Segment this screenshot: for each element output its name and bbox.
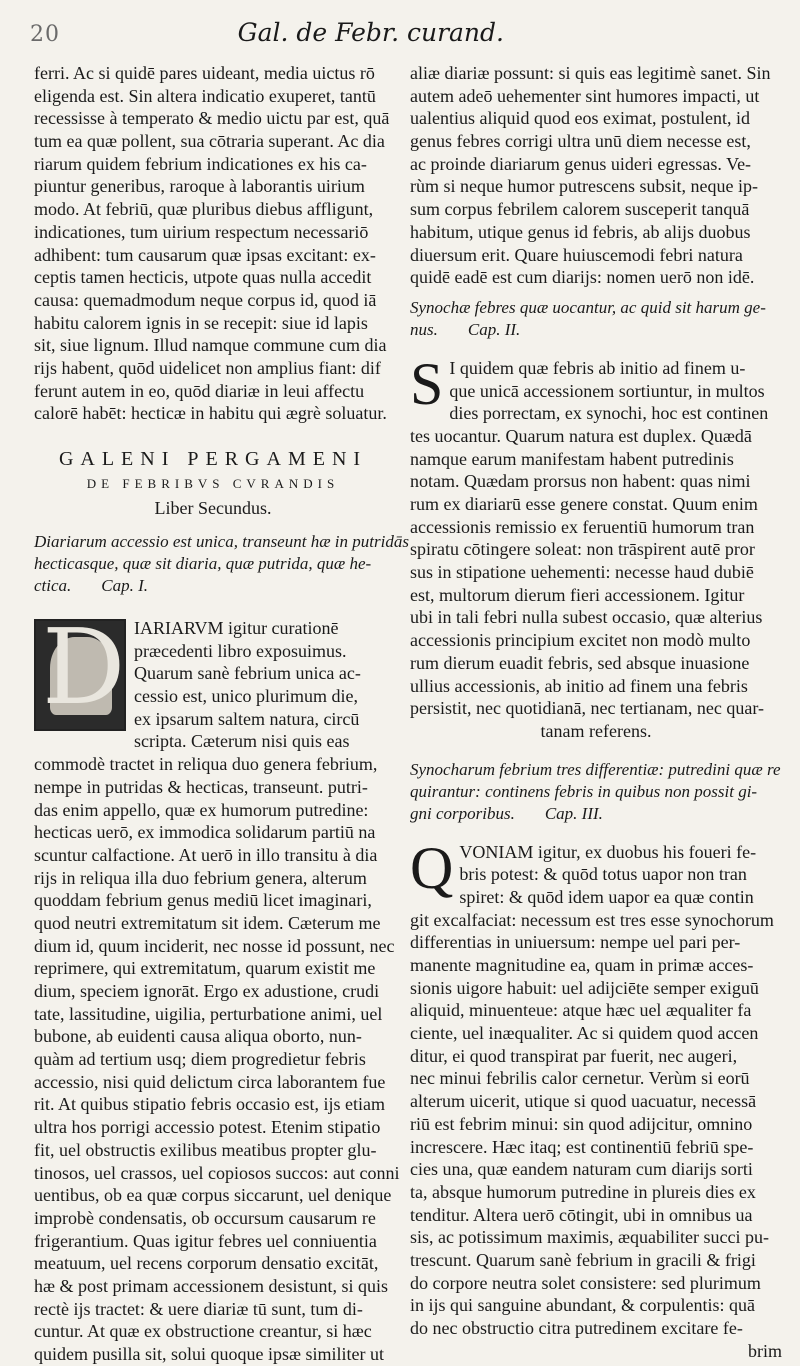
text-line: notam. Quædam prorsus non habent: quas nimi <box>410 471 751 492</box>
text-line: accessionis remissio ex feruentiū humorum tran <box>410 516 755 537</box>
text-line: cies una, quæ eandem naturam cum diarijs sorti <box>410 1159 753 1180</box>
left-column <box>34 62 409 1364</box>
text-line: ciente, uel inæqualiter. Ac si quidem quod accen <box>410 1023 759 1044</box>
text-line: bubone, ab euidenti causa aliqua oborto, nun- <box>34 1026 362 1047</box>
text-line: rectè ijs tractet: & uere diariæ tū sunt, tum di- <box>34 1298 363 1319</box>
text-line: accessionis principium excitet non modò multo <box>410 630 751 651</box>
text-line: tenditur. Altera uerō cōtingit, ubi in omnibus ua <box>410 1204 753 1225</box>
text-line: eligenda est. Sin altera indicatio exuperet, tantū <box>34 85 376 106</box>
text-line: quidem pusilla sit, solui quoque ipsæ similiter ut <box>34 1344 384 1364</box>
text-line: ultra hos porrigi accessio potest. Etenim stipatio <box>34 1117 381 1138</box>
text-line: alterum uicerit, utique si quod uacuatur, necessā <box>410 1091 757 1112</box>
text-line: commodè tractet in reliqua duo genera febrium, <box>34 754 378 775</box>
text-line: hecticasque, quæ sit diaria, quæ putrida, quæ he- <box>34 554 372 573</box>
text-line: ta, absque humorum putredine in plureis dies ex <box>410 1181 756 1202</box>
text-line: ferunt autem in eo, quōd diariæ in leui affectu <box>34 380 365 401</box>
right-paragraph-1 <box>410 62 782 289</box>
text-line: ac proinde diariarum genus uideri egressas. Ve- <box>410 153 752 174</box>
text-line: accessio, nisi quid delictum circa laborantem fue <box>34 1071 386 1092</box>
text-line: ubi in tali febri nulla subest occasio, quæ alterius <box>410 607 763 628</box>
text-line: spiratu cōtingere soleat: non trāspirent autē pror <box>410 539 755 560</box>
text-line: improbè condensatis, ob occursum causarum re <box>34 1207 376 1228</box>
text-line: aliquid, minuenteue: atque hæc uel æqualiter fa <box>410 1000 752 1021</box>
chapter-3-title <box>410 759 782 803</box>
catchword: brim <box>748 1340 782 1361</box>
text-line: ullius accessionis, ab initio ad finem una febris <box>410 675 748 696</box>
text-line: sionis uigore habuit: uel adijciēte semper exiguū <box>410 977 759 998</box>
text-line: I quidem quæ febris ab initio ad finem u- <box>449 357 746 378</box>
text-line: git excalfaciat: necessum est tres esse synochorum <box>410 909 774 930</box>
text-line: Quarum sanè febrium unica ac- <box>134 663 361 684</box>
text-line: genus febres corrigi ultra unū diem necesse est, <box>410 131 751 152</box>
text-line: uentibus, ob ea quæ corpus siccarunt, uel denique <box>34 1185 392 1206</box>
text-line: do corpore neutra solet consistere: sed plurimum <box>410 1272 761 1293</box>
text-line: indicationes, tum uirium respectum necessariō <box>34 221 369 242</box>
chapter-3-label: Cap. III. <box>544 803 603 823</box>
text-line: quàm ad tertium usq; diem progredietur febris <box>34 1049 366 1070</box>
text-line: scuntur calfactione. At uerō in illo transitu à dia <box>34 844 378 865</box>
text-line: ditur, ei quod transpirat par fuerit, nec augeri, <box>410 1045 738 1066</box>
text-line: frigerantium. Quas igitur febres uel conniuentia <box>34 1230 377 1251</box>
text-line: piuntur generibus, raroque à laborantis uirium <box>34 176 365 197</box>
paragraph-end-line: tanam referens. <box>540 720 652 741</box>
text-line: Synocharum febrium tres differentiæ: putredini quæ re <box>410 759 781 779</box>
text-line: reprimere, qui extremitatum, quarum existit me <box>34 958 376 979</box>
chapter-2-title <box>410 297 782 319</box>
text-line: quidē eadē est cum diarijs: nomen uerō non idē. <box>410 267 755 288</box>
text-line: quoddam febrium genus mediū licet imaginari, <box>34 890 372 911</box>
right-column <box>410 62 782 1361</box>
text-line: que unicā accessionem sortiuntur, in multos <box>449 380 765 401</box>
text-line: diuersum erit. Quare huiuscemodi febri natura <box>410 244 743 265</box>
text-line: bris potest: & quōd totus uapor non tran <box>459 864 747 885</box>
text-line: ceptis tamen hecticis, utpote quas nulla accedit <box>34 267 372 288</box>
text-line: adhibent: tum causarum quæ ipsas excitant: ex- <box>34 244 376 265</box>
text-line: tum ea quæ pollent, sua cōtraria superant. Ac dia <box>34 131 385 152</box>
text-line: sit, siue lignum. Illud namque commune cum dia <box>34 335 387 356</box>
text-line: persistit, nec quotidianā, nec tertianam, nec quar- <box>410 698 764 719</box>
text-line: aliæ diariæ possunt: si quis eas legitimè sanet. Sin <box>410 63 771 83</box>
text-line: sus in stipatione uehementi: necesse haud dubiē <box>410 562 754 583</box>
page-number: 20 <box>30 22 60 47</box>
text-line: rum ex diariarū esse genere constat. Quum enim <box>410 494 758 514</box>
text-line: habitum, utique genus id febris, ab alijs duobus <box>410 221 751 242</box>
text-line: dium, speciem ignorāt. Ergo ex adustione, crudi <box>34 981 380 1001</box>
running-head: Gal. de Febr. curand. <box>237 18 504 47</box>
right-paragraph-2 <box>410 402 782 720</box>
chapter-3-title-end: gni corporibus. Cap. III. <box>410 803 603 823</box>
text-line: namque earum manifestam habent putredinis <box>410 448 734 469</box>
text-line: tinosos, uel crassos, uel copiosos succos: aut conni <box>34 1162 400 1183</box>
text-line: scripta. Cæterum nisi quis eas <box>134 731 350 752</box>
illuminated-initial <box>34 606 126 731</box>
drop-cap-letter: D <box>42 606 126 728</box>
text-line: ferri. Ac si quidē pares uideant, media uictus rō <box>34 63 375 83</box>
text-line: tate, lassitudine, uigilia, perturbatione animi, uel <box>34 1003 383 1024</box>
text-line: Diariarum accessio est unica, transeunt hæ in putridās <box>34 532 409 551</box>
text-line: IARIARVM igitur curationē <box>134 618 339 638</box>
text-line: hecticas uerō, ex immodica solidarum partiū na <box>34 822 376 843</box>
text-line: in ijs qui sanguine abundant, & corpulentis: quā <box>410 1295 755 1316</box>
text-line: ualentius aliquid quod eos eximat, postulent, id <box>410 108 750 129</box>
initial-s: S <box>410 350 444 417</box>
left-paragraph-1 <box>34 62 392 425</box>
text-line: spiret: & quōd idem uapor ea quæ contin <box>459 886 754 907</box>
text-line: rum dierum euadit febris, sed absque inuasione <box>410 652 750 673</box>
chapter-1-title <box>34 531 409 575</box>
text-line: quod neutri extremitatum sit idem. Cæterum me <box>34 912 381 933</box>
text-line: nec minui febrilis calor cernetur. Verùm si eorū <box>410 1068 750 1089</box>
text-line: modo. At febriū, quæ pluribus diebus affligunt, <box>34 199 374 220</box>
text-line: sum corpus febrilem calorem susceperit tanquā <box>410 199 750 220</box>
chapter-2-label: Cap. II. <box>467 319 521 339</box>
text-line: cuntur. At quæ ex obstructione creantur, si hæc <box>34 1321 372 1342</box>
text-line: sis, ac potissimum maximis, æquabiliter succi pu- <box>410 1227 769 1248</box>
text-line: differentias in uniuersum: nempe uel pari per- <box>410 932 741 953</box>
text-line: recessisse à temperato & medio uictu par est, quā <box>34 108 390 129</box>
text-line: meatuum, uel recens corporum densatio excitāt, <box>34 1253 379 1274</box>
text-line: das enim appello, quæ ex humorum putredine: <box>34 799 369 820</box>
text-line: rit. At quibus stipatio febris occasio est, ijs etiam <box>34 1094 385 1115</box>
text-line: nempe in putridas & hecticas, transeunt. putri- <box>34 776 368 797</box>
text-line: Synochæ febres quæ uocantur, ac quid sit harum ge- <box>410 297 766 317</box>
text-line: trescunt. Quarum sanè febrium in gracili & frigi <box>410 1249 756 1270</box>
left-paragraph-2 <box>34 753 400 1366</box>
text-line: tes uocantur. Quarum natura est duplex. Quædā <box>410 425 752 446</box>
text-line: ex ipsarum saltem natura, circū <box>134 708 360 729</box>
illuminated-initial-block <box>34 606 392 753</box>
right-paragraph-3 <box>410 886 782 1340</box>
text-line: habitu calorem ignis in se recepit: siue id lapis <box>34 312 368 333</box>
text-line: præcedenti libro exposuimus. <box>134 640 347 661</box>
chapter-1-label: Cap. I. <box>101 576 149 595</box>
text-line: riarum quidem febrium indicationes ex his ca- <box>34 153 367 174</box>
text-line: calorē habēt: hecticæ in habitu qui ægrè soluatur. <box>34 403 387 424</box>
text-line: VONIAM igitur, ex duobus his foueri fe- <box>459 841 757 862</box>
chapter-1-title-end: ctica. Cap. I. <box>34 576 149 595</box>
text-line: autem adeō uehementer sint humores impacti, ut <box>410 85 760 106</box>
text-line: dies porrectam, ex synochi, hoc est continen <box>449 403 769 424</box>
book-volume: Liber Secundus. <box>154 498 272 518</box>
text-line: increscere. Hæc itaq; est continentiū febriū spe- <box>410 1136 754 1157</box>
text-line: manente magnitudine ea, quam in primæ acces- <box>410 955 754 975</box>
text-line: est, multorum dierum fieri accessionem. Igitur <box>410 584 745 605</box>
text-line: causa: quemadmodum neque corpus id, quod iā <box>34 289 377 310</box>
text-line: rùm si neque humor putrescens subsit, neque ip- <box>410 176 758 197</box>
initial-q: Q <box>410 834 454 901</box>
text-line: rijs habent, quōd uidelicet non amplius fiant: dif <box>34 357 381 378</box>
text-line: do nec obstructio citra putredinem excitare fe- <box>410 1318 743 1338</box>
book-subheading: DE FEBRIBVS CVRANDIS <box>86 476 340 491</box>
text-line: riū est febrim minui: sin quod adijcitur, omnino <box>410 1113 753 1134</box>
text-line: quirantur: continens febris in quibus non possit gi- <box>410 781 758 801</box>
book-heading: GALENI PERGAMENI <box>58 448 368 470</box>
chapter-2-title-end: nus. Cap. II. <box>410 319 521 339</box>
text-line: cessio est, unico plurimum die, <box>134 686 358 707</box>
text-line: dium id, quum inciderit, nec nosse id possunt, nec <box>34 935 395 956</box>
text-line: fit, uel obstructis exilibus meatibus propter glu- <box>34 1139 377 1160</box>
text-line: hæ & post primam accessionem desistunt, si quis <box>34 1275 388 1296</box>
text-line: rijs in reliqua illa duo febrium genera, alterum <box>34 867 367 888</box>
